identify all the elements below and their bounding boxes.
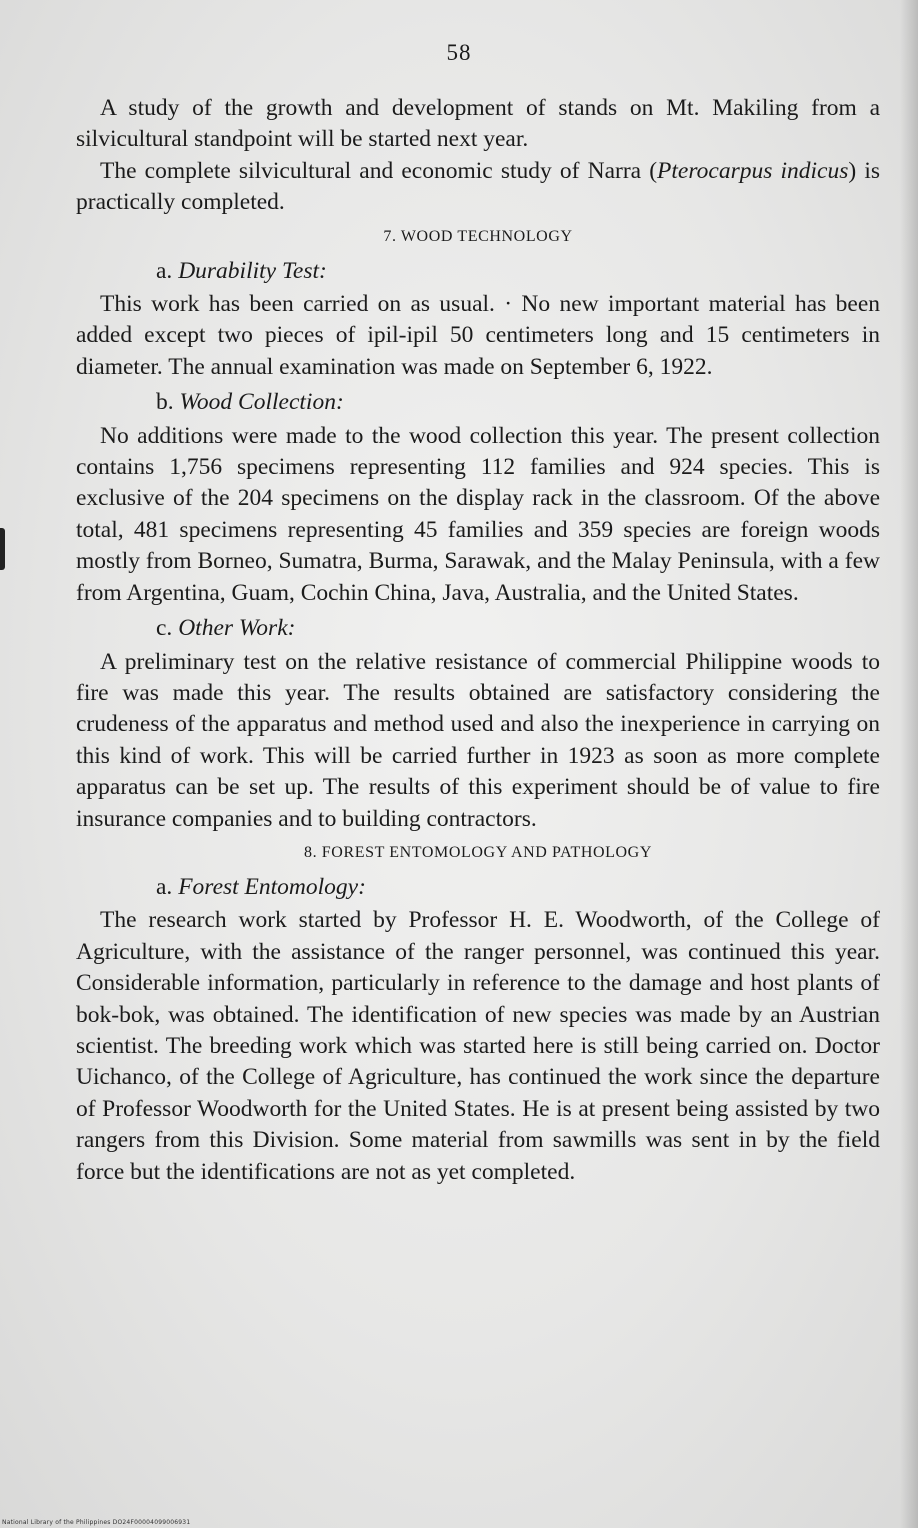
paragraph-other-work: A preliminary test on the relative resistance of commercial Philippine woods to fire was made this year. The results obtained are satisfactory considering the crudeness of the apparatus and method used and also the inexperience in carrying on this kind of work. This will be carried further in 1923 as soon as more complete apparatus can be set up. The results of this experiment should be of value to fire insurance companies and to building contractors. [76, 648, 880, 832]
durability-label: Durability Test: [178, 257, 327, 284]
collection-label: Wood Collection: [179, 389, 344, 416]
archive-footer: National Library of the Philippines DO24F00004099006931 [2, 1519, 191, 1526]
subheading-durability-test [76, 256, 880, 287]
section-heading-forest-entomology-pathology: 8. FOREST ENTOMOLOGY AND PATHOLOGY [304, 843, 652, 861]
page-edge-shadow [900, 0, 918, 1528]
entomology-prefix: a. [156, 873, 179, 900]
paragraph-wood-collection: No additions were made to the wood collection this year. The present collection contains 1,756 specimens representing 112 families and 924 species. This is exclusive of the 204 specimens on the display rack in the classroom. Of the above total, 481 specimens representing 45 families and 359 species are foreign woods mostly from Borneo, Sumatra, Burma, Sarawak, and the Malay Peninsula, with a few from Argentina, Guam, Cochin China, Java, Australia, and the United States. [76, 422, 880, 606]
binding-mark [0, 528, 5, 570]
subheading-wood-collection [76, 387, 880, 418]
entomology-label: Forest Entomology: [178, 873, 366, 900]
page-body [76, 93, 880, 1188]
paragraph-makiling-study: A study of the growth and development of stands on Mt. Makiling from a silvicultural standpoint will be started next year. [76, 95, 880, 153]
narra-text-after: ) is practically completed. [76, 157, 881, 216]
subheading-other-work [76, 613, 880, 644]
narra-scientific-name: Pterocarpus indicus [657, 157, 849, 184]
collection-prefix: b. [156, 389, 180, 416]
paragraph-narra-study [76, 156, 880, 219]
paragraph-forest-entomology: The research work started by Professor H. E. Woodworth, of the College of Agriculture, with the assistance of the ranger personnel, was continued this year. Considerable information, particularly in reference to the damage and host plants of bok-bok, was obtained. The identification of new species was made by an Austrian scientist. The breeding work which was started here is still being carried on. Doctor Uichanco, of the College of Agriculture, has continued the work since the departure of Professor Woodworth for the United States. He is at present being assisted by two rangers from this Division. Some material from sawmills was sent in by the field force but the identifications are not as yet completed. [76, 907, 880, 1185]
section-heading-wood-technology: 7. WOOD TECHNOLOGY [383, 227, 573, 245]
narra-text-before: The complete silvicultural and economic study of Narra ( [100, 157, 658, 184]
other-label: Other Work: [178, 615, 296, 642]
page-number: 58 [446, 40, 472, 65]
other-prefix: c. [156, 615, 179, 642]
paragraph-durability-test: This work has been carried on as usual. · No new important material has been added except two pieces of ipil-ipil 50 centimeters long and 15 centimeters in diameter. The annual examination was made on September 6, 1922. [76, 291, 880, 380]
subheading-forest-entomology [76, 872, 880, 903]
durability-prefix: a. [156, 257, 179, 284]
